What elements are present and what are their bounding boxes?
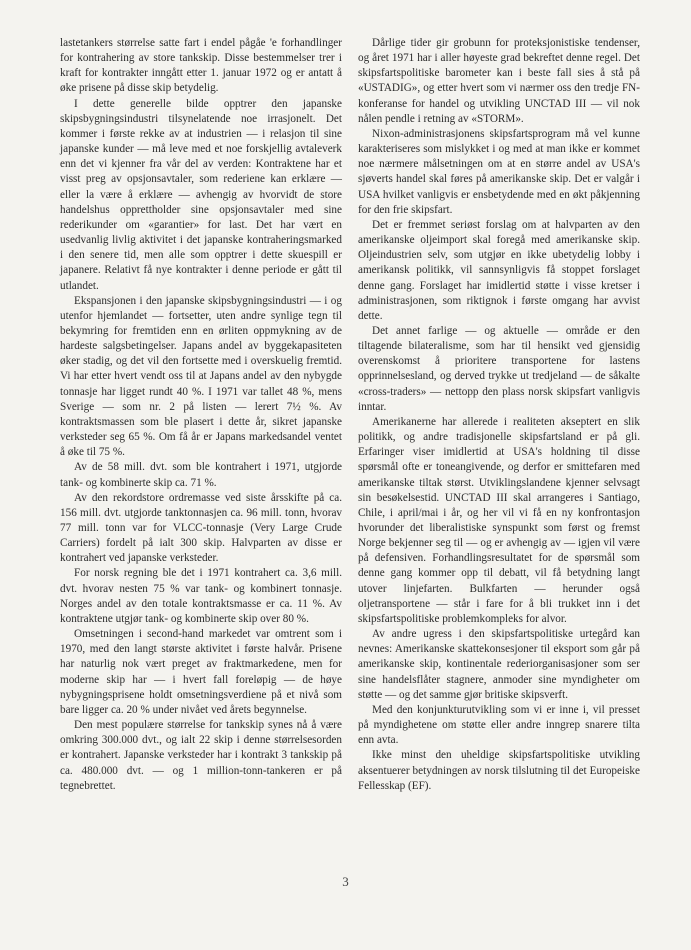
right-column <box>358 36 640 794</box>
paragraph: Omsetningen i second-hand markedet var omtrent som i 1970, med den langt største aktivitet i første halvår. Prisene har naturlig nok vært preget av fraktmarkedene, men for moderne skip har — i hvert fall foreløpig — de høye nybygningsprisene holdt omsetningsverdiene på et nivå som bare ligger ca. 20 % under nivået ved årets begynnelse. <box>60 628 342 716</box>
paragraph: Nixon-administrasjonens skipsfartsprogram må vel kunne karakteriseres som mislykket i og med at man ikke er kommet noe nærmere målsetningen om at en større andel av USA's sjøverts handel skal føres på amerikanske skip. Det er valgår i USA hvilket vanligvis er ensbetydende med en økt påkjenning for den frie skipsfart. <box>358 127 640 216</box>
paragraph: I dette generelle bilde opptrer den japanske skipsbygningsindustri tilsynelatende noe irrasjonelt. Det kommer i første rekke av at industrien — i relasjon til sine japanske kunder — må leve med et noe forskjellig avtaleverk enn det vi kjenner fra vår del av verden: Kontraktene har et visst preg av opsjonsavtaler, som rederiene kan erklære — eller la være å erklære — avhengig av hvorvidt de store handelshus opprettholder sine opsjonsavtaler med sine rederikunder om «garantier» for last. Det har vært en usedvanlig livlig aktivitet i det japanske kontraheringsmarked i den senere tid, men alle som opptrer i dette skuespill er japanere. Relativt få nye kontrakter i denne periode er gått til utlandet. <box>60 97 342 292</box>
paragraph: Av de 58 mill. dvt. som ble kontrahert i 1971, utgjorde tank- og kombinerte skip ca. 71 %. <box>60 461 342 489</box>
paragraph: lastetankers størrelse satte fart i endel pågåe 'e forhandlinger for kontrahering av store tankskip. Disse bestemmelser trer i kraft for kontrakter inngått etter 1. januar 1972 og er antatt å øke prisene på disse skip betydelig. <box>60 37 342 95</box>
paragraph: Dårlige tider gir grobunn for proteksjonistiske tendenser, og året 1971 har i aller høyeste grad bekreftet denne regel. Det skipsfartspolitiske barometer kan i beste fall sies å stå på «USTADIG», og etter hvert som vi nærmer oss den tredje FN-konferanse for handel og utvikling UNCTAD III — vil nok nålen pendle i retning av «STORM». <box>358 37 640 125</box>
paragraph: Av den rekordstore ordremasse ved siste årsskifte på ca. 156 mill. dvt. utgjorde tanktonnasjen ca. 96 mill. tonn, hvorav 77 mill. tonn var for VLCC-tonnasje (Very Large Crude Carriers) fordelt på ialt 300 skip. Halvparten av disse er kontrahert ved japanske verksteder. <box>60 491 342 565</box>
paragraph: Det annet farlige — og aktuelle — område er den tiltagende bilateralisme, som har til hensikt ved gjensidig overenskomst å prioritere transportene for lastens opprinnelsesland, og derved trykke ut tredjeland — de såkalte «cross-traders» — nettopp den plass norsk skipsfart vanligvis inntar. <box>358 324 640 413</box>
paragraph: Det er fremmet seriøst forslag om at halvparten av den amerikanske oljeimport skal foregå med amerikanske skip. Oljeindustrien selv, som utgjør en ikke ubetydelig lobby i amerikansk politikk, vil sannsynligvis få stoppet forslaget denne gang. Forslaget har imidlertid støtte i visse kretser i administrasjonen, som riktignok i første omgang har avvist dette. <box>358 218 640 322</box>
paragraph: Ikke minst den uheldige skipsfartspolitiske utvikling aksentuerer betydningen av norsk tilslutning til det Europeiske Fellesskap (EF). <box>358 749 640 792</box>
paragraph: For norsk regning ble det i 1971 kontrahert ca. 3,6 mill. dvt. hvorav nesten 75 % var tank- og kombinert tonnasje. Norges andel av den totale kontraktsmasse er ca. 11 %. Av kontraktene utgjør tank- og kombinerte skip over 80 %. <box>60 567 342 625</box>
paragraph: Av andre ugress i den skipsfartspolitiske urtegård kan nevnes: Amerikanske skattekonsesjoner til eksport som går på amerikanske skip, kontinentale rederiorganisasjoner som ser sine handelsflåter stagnere, anmoder sine myndigheter om støtte — og det samme gjør britiske skipsverft. <box>358 628 640 701</box>
page-number: 3 <box>342 874 349 889</box>
paragraph: Amerikanerne har allerede i realiteten akseptert en slik politikk, og andre tradisjonelle skipsfartsland er på gli. Erfaringer viser imidlertid at USA's holdning til disse spørsmål ofte er toneangivende, og derfor er smittefaren med amerikanske tiltak størst. Utviklingslandene kjenner selvsagt sin besøkelsestid. UNCTAD III skal arrangeres i Santiago, Chile, i april/mai i år, og her vil vi få en ny konfrontasjon hvorunder det liberalistiske synspunkt som først og fremst Norge bekjenner seg til — og er avhengig av — igjen vil være på defensiven. Forhandlingsresultatet for de spørsmål som denne gang kommer opp til debatt, vil få betydning langt utover linjefarten. Bulkfarten — herunder også oljetransportene — står i fare for å bli trukket inn i det skipsfartspolitiske problemkompleks for alvor. <box>358 415 640 625</box>
paragraph: Med den konjunkturutvikling som vi er inne i, vil presset på myndighetene om støtte eller andre inngrep snarere tilta enn avta. <box>358 703 640 747</box>
left-column <box>60 36 342 794</box>
paragraph: Ekspansjonen i den japanske skipsbygningsindustri — i og utenfor hjemlandet — fortsetter, uten andre synlige tegn til bekymring for fremtiden enn en ørliten oppmykning av de hardeste salgsbetingelser. Japans andel av byggekapasiteten øker stadig, og det vil den fortsette med i overskuelig fremtid. Vi har etter hvert vendt oss til at Japans andel av den nybygde tonnasje har ligget rundt 40 %. I 1971 var tallet 48 %, mens Sverige — som nr. 2 på listen — lerert 7½ %. Av kontraktsmassen som ble plasert i dette år, sikret japanske verksteder seg 65 %. Om få år er Japans markedsandel ventet å øke til 75 %. <box>60 294 342 459</box>
paragraph: Den mest populære størrelse for tankskip synes nå å være omkring 300.000 dvt., og ialt 22 skip i denne størrelsesorden er kontrahert. Japanske verksteder har i kontrakt 3 tankskip på ca. 480.000 dvt. — og 1 million-tonn-tankeren er på tegnebrettet. <box>60 719 342 792</box>
